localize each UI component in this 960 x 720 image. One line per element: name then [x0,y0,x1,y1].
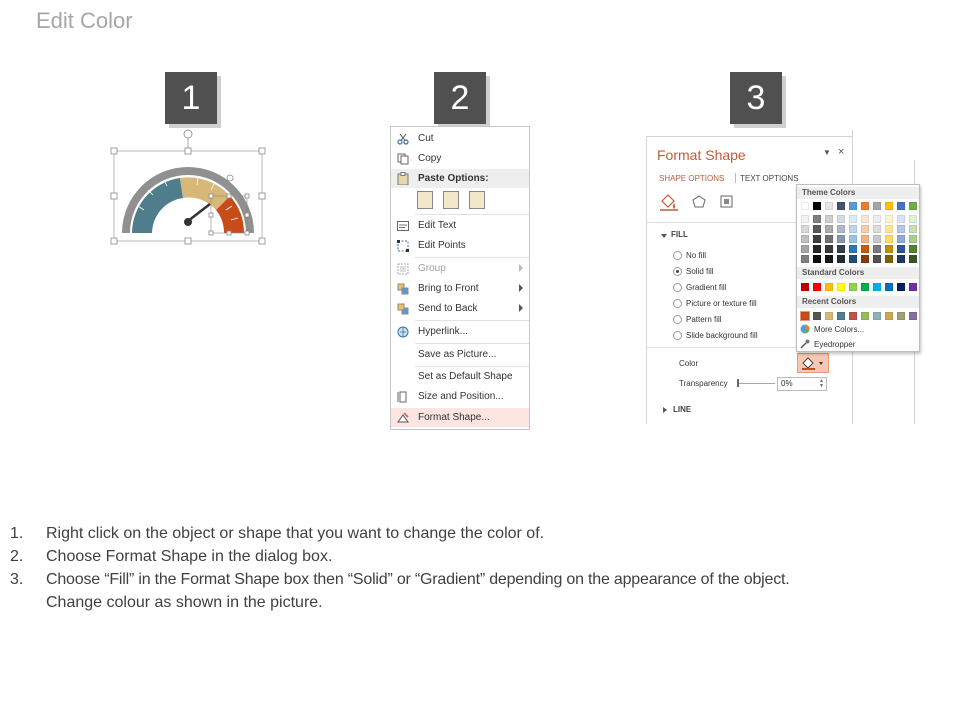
step-badge-3: 3 [730,72,782,124]
recent-color-swatch[interactable] [801,312,809,320]
menu-item-group[interactable]: Group [391,259,529,278]
menu-item-bring-to-front[interactable]: Bring to Front [391,279,529,298]
fill-option-solid-fill[interactable]: Solid fill [673,267,714,276]
theme-shade-swatch[interactable] [837,255,845,263]
standard-color-swatch[interactable] [873,283,881,291]
theme-shade-swatch[interactable] [837,225,845,233]
standard-color-swatch[interactable] [897,283,905,291]
size-icon [391,387,415,406]
menu-item-hyperlink[interactable]: Hyperlink... [391,322,529,341]
theme-shade-swatch[interactable] [813,255,821,263]
theme-shade-swatch[interactable] [909,215,917,223]
send-back-icon [391,299,415,318]
recent-color-swatch[interactable] [825,312,833,320]
theme-shade-swatch[interactable] [801,225,809,233]
paste-destination-theme-icon[interactable] [443,191,459,209]
theme-shade-swatch[interactable] [861,245,869,253]
recent-color-swatch[interactable] [837,312,845,320]
copy-icon [391,149,415,168]
standard-color-swatch[interactable] [801,283,809,291]
theme-color-swatch[interactable] [909,202,917,210]
standard-color-swatch[interactable] [813,283,821,291]
recent-color-swatch[interactable] [885,312,893,320]
theme-shade-swatch[interactable] [909,255,917,263]
theme-shade-swatch[interactable] [813,225,821,233]
menu-item-copy[interactable]: Copy [391,149,529,168]
theme-shade-swatch[interactable] [849,255,857,263]
chevron-down-icon [819,362,823,365]
gauge-shape[interactable] [108,126,268,246]
color-picker-dropdown [796,184,920,352]
menu-header-paste-options: Paste Options: [391,169,529,188]
standard-colors-header: Standard Colors [797,267,919,279]
menu-item-edit-points[interactable]: Edit Points [391,236,529,255]
gauge-teal-segment [132,178,183,233]
theme-shade-swatch[interactable] [801,245,809,253]
paste-keep-source-icon[interactable] [417,191,433,209]
fill-option-picture-fill[interactable]: Picture or texture fill [673,299,757,308]
theme-shade-swatch[interactable] [909,235,917,243]
standard-color-swatch[interactable] [861,283,869,291]
recent-color-swatch[interactable] [897,312,905,320]
theme-shade-swatch[interactable] [885,215,893,223]
theme-shade-swatch[interactable] [873,235,881,243]
recent-color-swatch[interactable] [909,312,917,320]
theme-shade-swatch[interactable] [861,215,869,223]
line-section-header[interactable]: LINE [673,405,692,414]
theme-shade-swatch[interactable] [885,235,893,243]
theme-color-swatch[interactable] [861,202,869,210]
tab-text-options[interactable]: TEXT OPTIONS [740,174,799,183]
recent-color-swatch[interactable] [849,312,857,320]
menu-item-set-default-shape[interactable]: Set as Default Shape [418,371,513,382]
theme-shade-swatch[interactable] [801,235,809,243]
standard-color-swatch[interactable] [849,283,857,291]
theme-shade-swatch[interactable] [885,225,893,233]
theme-shade-swatch[interactable] [873,225,881,233]
instructions-list [10,522,950,614]
paint-bucket-icon [802,358,815,370]
fill-color-button[interactable] [797,353,829,373]
gauge-needle [188,204,210,221]
edit-points-icon [391,236,415,255]
theme-color-swatch[interactable] [801,202,809,210]
fill-option-no-fill[interactable]: No fill [673,251,706,260]
theme-shade-swatch[interactable] [897,215,905,223]
theme-color-swatch[interactable] [837,202,845,210]
menu-item-size-position[interactable]: Size and Position... [391,387,529,406]
theme-shade-swatch[interactable] [837,235,845,243]
theme-shade-swatch[interactable] [861,235,869,243]
theme-shade-swatch[interactable] [885,255,893,263]
bring-front-icon [391,279,415,298]
gauge-pivot [184,218,192,226]
scissors-icon [391,129,415,148]
theme-shade-swatch[interactable] [909,245,917,253]
theme-shade-swatch[interactable] [873,215,881,223]
theme-shade-swatch[interactable] [897,255,905,263]
fill-collapse-icon[interactable] [661,234,667,238]
pane-options-chevron-icon[interactable]: ▼ [823,148,831,157]
theme-colors-header: Theme Colors [797,187,919,199]
recent-color-swatch[interactable] [861,312,869,320]
theme-shade-swatch[interactable] [897,235,905,243]
theme-shade-swatch[interactable] [861,255,869,263]
menu-item-send-to-back[interactable]: Send to Back [391,299,529,318]
fill-option-gradient-fill[interactable]: Gradient fill [673,283,726,292]
theme-shade-swatch[interactable] [801,215,809,223]
theme-shade-swatch[interactable] [873,245,881,253]
theme-shade-swatch[interactable] [849,225,857,233]
paste-picture-icon[interactable] [469,191,485,209]
theme-shade-swatch[interactable] [885,245,893,253]
submenu-arrow-icon [519,304,523,312]
spinner-icon[interactable]: ▲ ▼ [819,378,824,389]
line-expand-icon[interactable] [663,407,667,413]
context-menu [390,126,530,430]
transparency-slider[interactable] [737,383,775,384]
recent-color-swatch[interactable] [873,312,881,320]
theme-shade-swatch[interactable] [825,215,833,223]
theme-shade-swatch[interactable] [849,245,857,253]
hyperlink-icon [391,322,415,341]
format-shape-icon [391,408,415,427]
menu-item-format-shape[interactable]: Format Shape... [391,408,529,427]
theme-shade-swatch[interactable] [813,235,821,243]
theme-shade-swatch[interactable] [861,225,869,233]
theme-color-swatch[interactable] [873,202,881,210]
theme-shade-swatch[interactable] [897,225,905,233]
menu-item-save-as-picture[interactable]: Save as Picture... [418,349,497,360]
theme-shade-swatch[interactable] [837,245,845,253]
theme-shade-swatch[interactable] [849,235,857,243]
theme-color-swatch[interactable] [849,202,857,210]
standard-color-swatch[interactable] [885,283,893,291]
theme-shade-swatch[interactable] [825,255,833,263]
theme-color-swatch[interactable] [897,202,905,210]
instruction-item: 2. Choose Format Shape in the dialog box. [10,548,333,565]
theme-shade-swatch[interactable] [813,245,821,253]
theme-shade-swatch[interactable] [801,255,809,263]
clipboard-icon [391,169,415,188]
eyedropper-item[interactable]: Eyedropper [800,339,855,349]
color-wheel-icon [800,324,810,334]
theme-shade-swatch[interactable] [897,245,905,253]
close-icon[interactable]: × [837,146,845,158]
size-properties-icon [721,196,732,207]
recent-colors-header: Recent Colors [797,296,919,308]
pane-controls[interactable] [823,146,844,158]
theme-shade-swatch[interactable] [837,215,845,223]
instruction-item: Change colour as shown in the picture. [46,594,323,611]
theme-color-swatch[interactable] [885,202,893,210]
more-colors-item[interactable]: More Colors... [800,324,864,334]
standard-color-swatch[interactable] [837,283,845,291]
theme-shade-swatch[interactable] [849,215,857,223]
theme-shade-swatch[interactable] [873,255,881,263]
standard-color-swatch[interactable] [909,283,917,291]
theme-shade-swatch[interactable] [825,225,833,233]
effects-icon [693,196,705,207]
menu-item-edit-text[interactable]: Edit Text [391,216,529,235]
eyedropper-icon [800,339,810,349]
theme-shade-swatch[interactable] [909,225,917,233]
instruction-item: 3. Choose “Fill” in the Format Shape box then “Solid” or “Gradient” depending on the appearance of the object. [10,571,790,588]
tab-shape-options[interactable]: SHAPE OPTIONS [659,174,725,183]
slide-title: Edit Color [36,8,133,33]
theme-shade-swatch[interactable] [813,215,821,223]
transparency-input[interactable]: 0% ▲ ▼ [777,377,827,391]
theme-shade-swatch[interactable] [825,235,833,243]
menu-item-cut[interactable]: Cut [391,129,529,148]
color-label: Color [679,359,699,368]
group-icon [391,259,415,278]
submenu-arrow-icon [519,264,523,272]
theme-shade-swatch[interactable] [825,245,833,253]
standard-color-swatch[interactable] [825,283,833,291]
text-box-icon [391,216,415,235]
theme-color-swatch[interactable] [813,202,821,210]
shape-option-icons[interactable] [659,193,759,211]
recent-color-swatch[interactable] [813,312,821,320]
fill-option-pattern-fill[interactable]: Pattern fill [673,315,722,324]
rotate-handle-icon[interactable] [184,130,192,138]
fill-section-header[interactable]: FILL [671,230,688,239]
instruction-item: 1. Right click on the object or shape that you want to change the color of. [10,525,545,542]
fill-line-icon [662,195,675,209]
transparency-slider-thumb[interactable] [737,379,739,387]
format-pane-title: Format Shape [657,147,746,163]
theme-color-swatch[interactable] [825,202,833,210]
step-badge-1: 1 [165,72,217,124]
transparency-label: Transparency [679,379,728,388]
fill-option-slide-background-fill[interactable]: Slide background fill [673,331,758,340]
submenu-arrow-icon [519,284,523,292]
step-badge-2: 2 [434,72,486,124]
